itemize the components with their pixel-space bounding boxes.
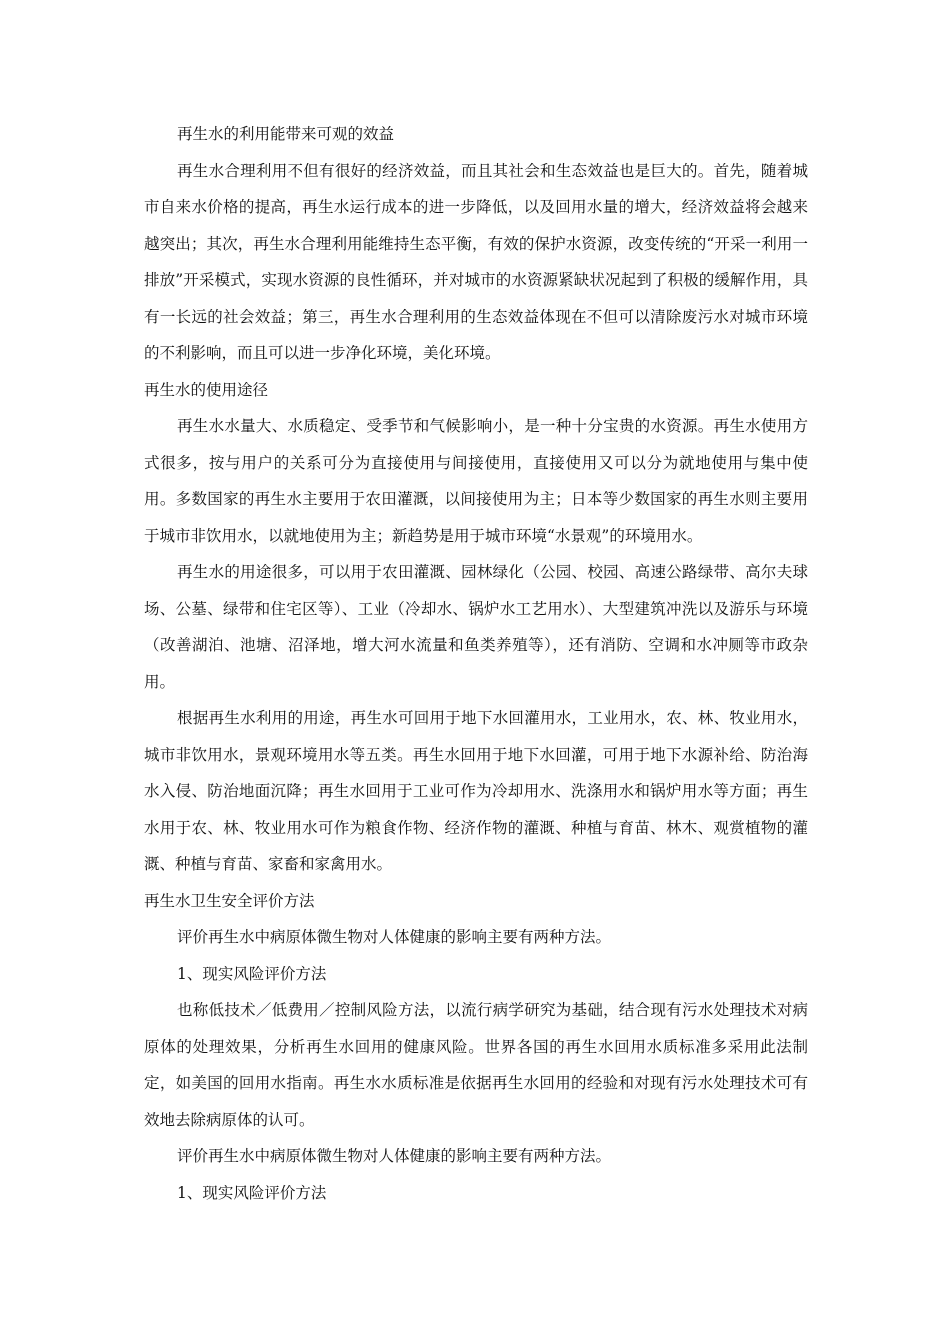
section-title-benefits: 再生水的利用能带来可观的效益 xyxy=(177,125,395,143)
paragraph-realistic-risk: 也称低技术／低费用／控制风险方法，以流行病学研究为基础，结合现有污水处理技术对病原体的处理效果，分析再生水回用的健康风险。世界各国的再生水回用水质标准多采用此法制定，如美国的回用水指南。再生水水质标准是依据再生水回用的经验和对现有污水处理技术可有效地去除病原体的认可。 xyxy=(144,1001,808,1129)
paragraph-usage-purposes: 再生水的用途很多，可以用于农田灌溉、园林绿化（公园、校园、高速公路绿带、高尔夫球场、公墓、绿带和住宅区等）、工业（冷却水、锅炉水工艺用水）、大型建筑冲洗以及游乐与环境（改善湖泊、池塘、沼泽地，增大河水流量和鱼类养殖等），还有消防、空调和水冲厕等市政杂用。 xyxy=(144,563,808,691)
subheading-realistic-risk: 1、现实风险评价方法 xyxy=(177,964,327,983)
document-body xyxy=(144,116,808,1211)
paragraph-evaluation-intro-repeat: 评价再生水中病原体微生物对人体健康的影响主要有两种方法。 xyxy=(177,1147,612,1165)
subheading-realistic-risk-repeat: 1、现实风险评价方法 xyxy=(177,1183,327,1202)
paragraph-usage-categories: 根据再生水利用的用途，再生水可回用于地下水回灌用水，工业用水，农、林、牧业用水，城市非饮用水，景观环境用水等五类。再生水回用于地下水回灌，可用于地下水源补给、防治海水入侵、防治地面沉降；再生水回用于工业可作为冷却用水、洗涤用水和锅炉用水等方面；再生水用于农、林、牧业用水可作为粮食作物、经济作物的灌溉、种植与育苗、林木、观赏植物的灌溉、种植与育苗、家畜和家禽用水。 xyxy=(144,709,808,873)
section-title-safety-evaluation: 再生水卫生安全评价方法 xyxy=(144,891,315,910)
paragraph-usage-methods: 再生水水量大、水质稳定、受季节和气候影响小，是一种十分宝贵的水资源。再生水使用方式很多，按与用户的关系可分为直接使用与间接使用，直接使用又可以分为就地使用与集中使用。多数国家的再生水主要用于农田灌溉，以间接使用为主；日本等少数国家的再生水则主要用于城市非饮用水，以就地使用为主；新趋势是用于城市环境“水景观”的环境用水。 xyxy=(144,417,808,545)
paragraph-evaluation-intro: 评价再生水中病原体微生物对人体健康的影响主要有两种方法。 xyxy=(177,928,612,946)
paragraph-benefits: 再生水合理利用不但有很好的经济效益，而且其社会和生态效益也是巨大的。首先，随着城市自来水价格的提高，再生水运行成本的进一步降低，以及回用水量的增大，经济效益将会越来越突出；其次，再生水合理利用能维持生态平衡，有效的保护水资源，改变传统的“开采一利用一排放”开采模式，实现水资源的良性循环，并对城市的水资源紧缺状况起到了积极的缓解作用，具有一长远的社会效益；第三，再生水合理利用的生态效益体现在不但可以清除废污水对城市环境的不利影响，而且可以进一步净化环境，美化环境。 xyxy=(144,161,808,362)
section-title-usage: 再生水的使用途径 xyxy=(144,380,269,399)
